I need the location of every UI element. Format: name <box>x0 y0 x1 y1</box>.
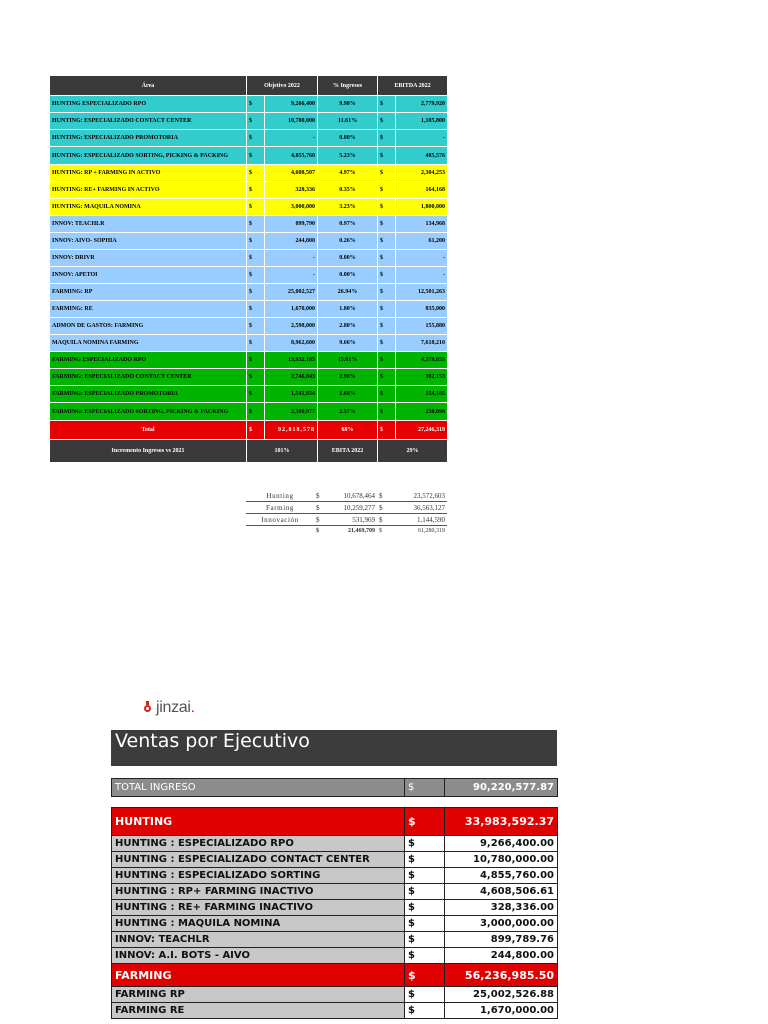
objectives-pct-cell: 0.00% <box>318 267 378 284</box>
objectives-row <box>50 130 448 147</box>
objectives-row <box>50 233 448 250</box>
hunting-item <box>112 948 558 964</box>
objectives-objective-cell: - <box>265 130 318 147</box>
summary-row <box>246 502 447 514</box>
objectives-objective-cell: - <box>265 250 318 267</box>
summary-currency-2: $ <box>377 514 387 526</box>
summary-total-currency: $ <box>316 527 319 534</box>
objectives-row <box>50 386 448 403</box>
logo-dot: . <box>190 699 195 716</box>
summary-currency-2: $ <box>377 490 387 502</box>
farming-item-value: 25,002,526.88 <box>445 987 558 1003</box>
farming-item-label: FARMING RE <box>112 1003 405 1019</box>
hunting-item-label: HUNTING : RE+ FARMING INACTIVO <box>112 900 405 916</box>
total-label: Total <box>50 421 247 440</box>
objectives-area-cell: FARMING: RP <box>50 284 247 301</box>
increment-value: 101% <box>247 440 318 463</box>
total-ingreso-value: 90,220,577.87 <box>445 779 558 797</box>
ventas-section <box>111 730 557 1019</box>
objectives-pct-cell: 3.23% <box>318 199 378 216</box>
objectives-pct-cell: 2.57% <box>318 403 378 421</box>
objectives-pct-cell: 1.66% <box>318 386 378 403</box>
objectives-objective-cell: 899,790 <box>265 216 318 233</box>
objectives-area-cell: MAQUILA NOMINA FARMING <box>50 335 247 352</box>
objectives-objective-cell: 2,598,000 <box>265 318 318 335</box>
objectives-currency-cell: $ <box>247 113 265 130</box>
objectives-ebitda-currency-cell: $ <box>378 369 396 386</box>
objectives-ebitda-cell: 238,098 <box>396 403 448 421</box>
objectives-area-cell: FARMING ESPECIALIZADO RPO <box>50 352 247 369</box>
objectives-pct-cell: 0.97% <box>318 216 378 233</box>
hunting-item-label: HUNTING : ESPECIALIZADO RPO <box>112 836 405 852</box>
jinzai-logo <box>144 699 195 717</box>
farming-item-label: FARMING RP <box>112 987 405 1003</box>
objectives-area-cell: FARMING: ESPECIALIZADO PROMOTORIA <box>50 386 247 403</box>
objectives-currency-cell: $ <box>247 284 265 301</box>
objectives-ebitda-currency-cell: $ <box>378 233 396 250</box>
objectives-row <box>50 352 448 369</box>
objectives-objective-cell: 3,000,000 <box>265 199 318 216</box>
total-objective: 92,818,578 <box>265 421 318 440</box>
objectives-currency-cell: $ <box>247 96 265 113</box>
objectives-objective-cell: 4,608,507 <box>265 165 318 182</box>
summary-currency: $ <box>314 490 324 502</box>
hunting-item <box>112 868 558 884</box>
objectives-ebitda-currency-cell: $ <box>378 165 396 182</box>
summary-total-row <box>246 526 447 536</box>
objectives-currency-cell: $ <box>247 318 265 335</box>
summary-body <box>246 490 447 526</box>
objectives-row <box>50 318 448 335</box>
objectives-ebitda-currency-cell: $ <box>378 301 396 318</box>
objectives-pct-cell: 0.00% <box>318 130 378 147</box>
ebita-label: EBITA 2022 <box>318 440 378 463</box>
header-area: Área <box>50 76 247 96</box>
objectives-row <box>50 301 448 318</box>
summary-row <box>246 490 447 502</box>
objectives-area-cell: FARMING: RE <box>50 301 247 318</box>
total-ingreso-row <box>112 779 558 797</box>
hunting-item <box>112 884 558 900</box>
summary-currency: $ <box>314 514 324 526</box>
objectives-row <box>50 216 448 233</box>
objectives-header-row <box>50 76 448 96</box>
objectives-ebitda-currency-cell: $ <box>378 130 396 147</box>
hunting-item <box>112 836 558 852</box>
ebita-value: 29% <box>378 440 448 463</box>
objectives-objective-cell: 1,670,000 <box>265 301 318 318</box>
objectives-objective-cell: 2,746,843 <box>265 369 318 386</box>
objectives-ebitda-currency-cell: $ <box>378 147 396 165</box>
hunting-item-value: 4,855,760.00 <box>445 868 558 884</box>
objectives-area-cell: HUNTING: ESPECIALIZADO CONTACT CENTER <box>50 113 247 130</box>
objectives-ebitda-currency-cell: $ <box>378 216 396 233</box>
objectives-ebitda-cell: 164,168 <box>396 182 448 199</box>
objectives-currency-cell: $ <box>247 130 265 147</box>
objectives-area-cell: INNOV: TEACHLR <box>50 216 247 233</box>
objectives-ebitda-cell: 835,000 <box>396 301 448 318</box>
hunting-item-currency: $ <box>405 900 445 916</box>
objectives-ebitda-cell: 7,618,210 <box>396 335 448 352</box>
objectives-currency-cell: $ <box>247 369 265 386</box>
hunting-item <box>112 900 558 916</box>
objectives-ebitda-currency-cell: $ <box>378 318 396 335</box>
summary-value-1: 10,678,464 <box>324 490 377 502</box>
hunting-item-value: 328,336.00 <box>445 900 558 916</box>
farming-row-label: FARMING <box>112 964 405 987</box>
objectives-ebitda-currency-cell: $ <box>378 403 396 421</box>
hunting-item-label: INNOV: A.I. BOTS - AIVO <box>112 948 405 964</box>
summary-total-currency-2: $ <box>379 527 382 534</box>
farming-row <box>112 964 558 987</box>
objectives-area-cell: HUNTING: RE+ FARMING IN ACTIVO <box>50 182 247 199</box>
objectives-pct-cell: 11.61% <box>318 113 378 130</box>
total-ebitda-currency: $ <box>378 421 396 440</box>
header-objective: Objetivo 2022 <box>247 76 318 96</box>
total-ingreso-currency: $ <box>405 779 445 797</box>
farming-item <box>112 987 558 1003</box>
objectives-currency-cell: $ <box>247 250 265 267</box>
objectives-currency-cell: $ <box>247 182 265 199</box>
summary-currency: $ <box>314 502 324 514</box>
objectives-objective-cell: 13,932,185 <box>265 352 318 369</box>
hunting-item-value: 244,800.00 <box>445 948 558 964</box>
objectives-ebitda-currency-cell: $ <box>378 267 396 284</box>
farming-row-currency: $ <box>405 964 445 987</box>
summary-value-2: 36,563,127 <box>387 502 447 514</box>
objectives-ebitda-cell: - <box>396 250 448 267</box>
objectives-pct-cell: 0.26% <box>318 233 378 250</box>
increment-row <box>50 440 448 463</box>
objectives-ebitda-currency-cell: $ <box>378 352 396 369</box>
objectives-ebitda-currency-cell: $ <box>378 96 396 113</box>
objectives-row <box>50 267 448 284</box>
farming-item-currency: $ <box>405 1003 445 1019</box>
objectives-row <box>50 165 448 182</box>
farming-row-value: 56,236,985.50 <box>445 964 558 987</box>
objectives-objective-cell: 328,336 <box>265 182 318 199</box>
hunting-item-currency: $ <box>405 932 445 948</box>
objectives-ebitda-cell: 61,200 <box>396 233 448 250</box>
header-ebitda: EBITDA 2022 <box>378 76 448 96</box>
objectives-area-cell: HUNTING: ESPECIALIZADO PROMOTORIA <box>50 130 247 147</box>
total-ingreso-label: TOTAL INGRESO <box>112 779 405 797</box>
summary-currency-2: $ <box>377 502 387 514</box>
hunting-item-label: HUNTING : RP+ FARMING INACTIVO <box>112 884 405 900</box>
objectives-pct-cell: 1.80% <box>318 301 378 318</box>
summary-value-2: 1,144,590 <box>387 514 447 526</box>
hunting-item-currency: $ <box>405 884 445 900</box>
objectives-total-row <box>50 421 448 440</box>
hunting-item-currency: $ <box>405 948 445 964</box>
objectives-ebitda-cell: 2,779,920 <box>396 96 448 113</box>
objectives-row <box>50 96 448 113</box>
summary-label: Hunting <box>246 490 314 502</box>
increment-label: Incremento Ingresos vs 2021 <box>50 440 247 463</box>
objectives-objective-cell: 2,380,977 <box>265 403 318 421</box>
objectives-ebitda-cell: - <box>396 267 448 284</box>
objectives-ebitda-cell: 134,968 <box>396 216 448 233</box>
objectives-pct-cell: 0.00% <box>318 250 378 267</box>
summary-value-1: 10,259,277 <box>324 502 377 514</box>
objectives-area-cell: HUNTING ESPECIALIZADO RPO <box>50 96 247 113</box>
summary-label: Innovación <box>246 514 314 526</box>
objectives-objective-cell: 25,002,527 <box>265 284 318 301</box>
objectives-area-cell: HUNTING: ESPECIALIZADO SORTING, PICKING & PACKING <box>50 147 247 165</box>
summary-value-1: 531,969 <box>324 514 377 526</box>
hunting-item-value: 9,266,400.00 <box>445 836 558 852</box>
hunting-item-value: 4,608,506.61 <box>445 884 558 900</box>
objectives-objective-cell: 10,780,000 <box>265 113 318 130</box>
summary-table <box>246 490 447 535</box>
objectives-currency-cell: $ <box>247 386 265 403</box>
hunting-label: HUNTING <box>112 808 405 836</box>
objectives-ebitda-cell: 2,304,253 <box>396 165 448 182</box>
hunting-currency: $ <box>405 808 445 836</box>
objectives-pct-cell: 9.66% <box>318 335 378 352</box>
summary-total-spacer <box>246 526 314 536</box>
summary-row <box>246 514 447 526</box>
objectives-row <box>50 284 448 301</box>
objectives-objective-cell: 9,266,400 <box>265 96 318 113</box>
objectives-pct-cell: 5.23% <box>318 147 378 165</box>
total-currency: $ <box>247 421 265 440</box>
total-ebitda: 27,246,319 <box>396 421 448 440</box>
hunting-item-label: INNOV: TEACHLR <box>112 932 405 948</box>
hunting-item-value: 3,000,000.00 <box>445 916 558 932</box>
objectives-ebitda-currency-cell: $ <box>378 199 396 216</box>
objectives-currency-cell: $ <box>247 352 265 369</box>
objectives-ebitda-cell: 1,800,000 <box>396 199 448 216</box>
objectives-pct-cell: 15.01% <box>318 352 378 369</box>
objectives-currency-cell: $ <box>247 403 265 421</box>
hunting-item <box>112 916 558 932</box>
objectives-objective-cell: 8,962,600 <box>265 335 318 352</box>
objectives-pct-cell: 26.94% <box>318 284 378 301</box>
objectives-body <box>50 96 448 421</box>
objectives-currency-cell: $ <box>247 216 265 233</box>
objectives-ebitda-currency-cell: $ <box>378 113 396 130</box>
summary-value-2: 23,572,603 <box>387 490 447 502</box>
objectives-ebitda-currency-cell: $ <box>378 182 396 199</box>
objectives-row <box>50 199 448 216</box>
hunting-item <box>112 932 558 948</box>
objectives-ebitda-currency-cell: $ <box>378 386 396 403</box>
objectives-area-cell: ADMON DE GASTOS: FARMING <box>50 318 247 335</box>
objectives-objective-cell: - <box>265 267 318 284</box>
hunting-item-currency: $ <box>405 868 445 884</box>
farming-item-currency: $ <box>405 987 445 1003</box>
objectives-currency-cell: $ <box>247 165 265 182</box>
objectives-ebitda-cell: 155,880 <box>396 318 448 335</box>
objectives-area-cell: FARMING: ESPECIALIZADO SORTING, PICKING & PACKING <box>50 403 247 421</box>
summary-total-v2: 61,280,319 <box>418 527 445 534</box>
hunting-item-currency: $ <box>405 836 445 852</box>
objectives-ebitda-currency-cell: $ <box>378 250 396 267</box>
objectives-currency-cell: $ <box>247 335 265 352</box>
objectives-objective-cell: 1,541,854 <box>265 386 318 403</box>
objectives-area-cell: INNOV: APETOI <box>50 267 247 284</box>
objectives-row <box>50 369 448 386</box>
objectives-area-cell: FARMING: ESPECIALIZADO CONTACT CENTER <box>50 369 247 386</box>
objectives-row <box>50 147 448 165</box>
objectives-ebitda-cell: - <box>396 130 448 147</box>
objectives-ebitda-cell: 4,379,655 <box>396 352 448 369</box>
hunting-item-currency: $ <box>405 916 445 932</box>
objectives-row <box>50 113 448 130</box>
hunting-item-value: 10,780,000.00 <box>445 852 558 868</box>
objectives-currency-cell: $ <box>247 233 265 250</box>
objectives-objective-cell: 4,855,760 <box>265 147 318 165</box>
objectives-objective-cell: 244,800 <box>265 233 318 250</box>
objectives-ebitda-cell: 302,153 <box>396 369 448 386</box>
total-pct: 68% <box>318 421 378 440</box>
summary-label: Farming <box>246 502 314 514</box>
objectives-area-cell: INNOV: AIVO- SOPHIA <box>50 233 247 250</box>
objectives-row <box>50 182 448 199</box>
objectives-row <box>50 335 448 352</box>
farming-item <box>112 1003 558 1019</box>
objectives-pct-cell: 4.97% <box>318 165 378 182</box>
objectives-ebitda-cell: 1,185,800 <box>396 113 448 130</box>
objectives-ebitda-currency-cell: $ <box>378 335 396 352</box>
objectives-area-cell: HUNTING: RP + FARMING IN ACTIVO <box>50 165 247 182</box>
objectives-pct-cell: 2.96% <box>318 369 378 386</box>
objectives-table <box>49 75 448 463</box>
hunting-row <box>112 808 558 836</box>
objectives-ebitda-cell: 485,576 <box>396 147 448 165</box>
ventas-table <box>111 766 558 1019</box>
objectives-pct-cell: 0.35% <box>318 182 378 199</box>
objectives-currency-cell: $ <box>247 147 265 165</box>
hunting-item-label: HUNTING : ESPECIALIZADO CONTACT CENTER <box>112 852 405 868</box>
objectives-ebitda-currency-cell: $ <box>378 284 396 301</box>
objectives-currency-cell: $ <box>247 199 265 216</box>
hunting-item-value: 899,789.76 <box>445 932 558 948</box>
hunting-value: 33,983,592.37 <box>445 808 558 836</box>
objectives-pct-cell: 9.98% <box>318 96 378 113</box>
logo-mark-icon <box>144 701 154 715</box>
objectives-ebitda-cell: 12,501,263 <box>396 284 448 301</box>
objectives-currency-cell: $ <box>247 267 265 284</box>
objectives-area-cell: INNOV: DRIVR <box>50 250 247 267</box>
objectives-ebitda-cell: 154,185 <box>396 386 448 403</box>
farming-item-value: 1,670,000.00 <box>445 1003 558 1019</box>
header-income-pct: % Ingresos <box>318 76 378 96</box>
logo-text: jinzai <box>156 699 191 716</box>
hunting-item <box>112 852 558 868</box>
objectives-area-cell: HUNTING: MAQUILA NOMINA <box>50 199 247 216</box>
summary-total-v1: 21,469,709 <box>348 527 375 534</box>
ventas-body <box>112 766 558 1019</box>
objectives-row <box>50 403 448 421</box>
objectives-pct-cell: 2.80% <box>318 318 378 335</box>
hunting-item-label: HUNTING : ESPECIALIZADO SORTING <box>112 868 405 884</box>
hunting-item-label: HUNTING : MAQUILA NOMINA <box>112 916 405 932</box>
objectives-row <box>50 250 448 267</box>
objectives-currency-cell: $ <box>247 301 265 318</box>
hunting-item-currency: $ <box>405 852 445 868</box>
ventas-title: Ventas por Ejecutivo <box>111 730 557 766</box>
